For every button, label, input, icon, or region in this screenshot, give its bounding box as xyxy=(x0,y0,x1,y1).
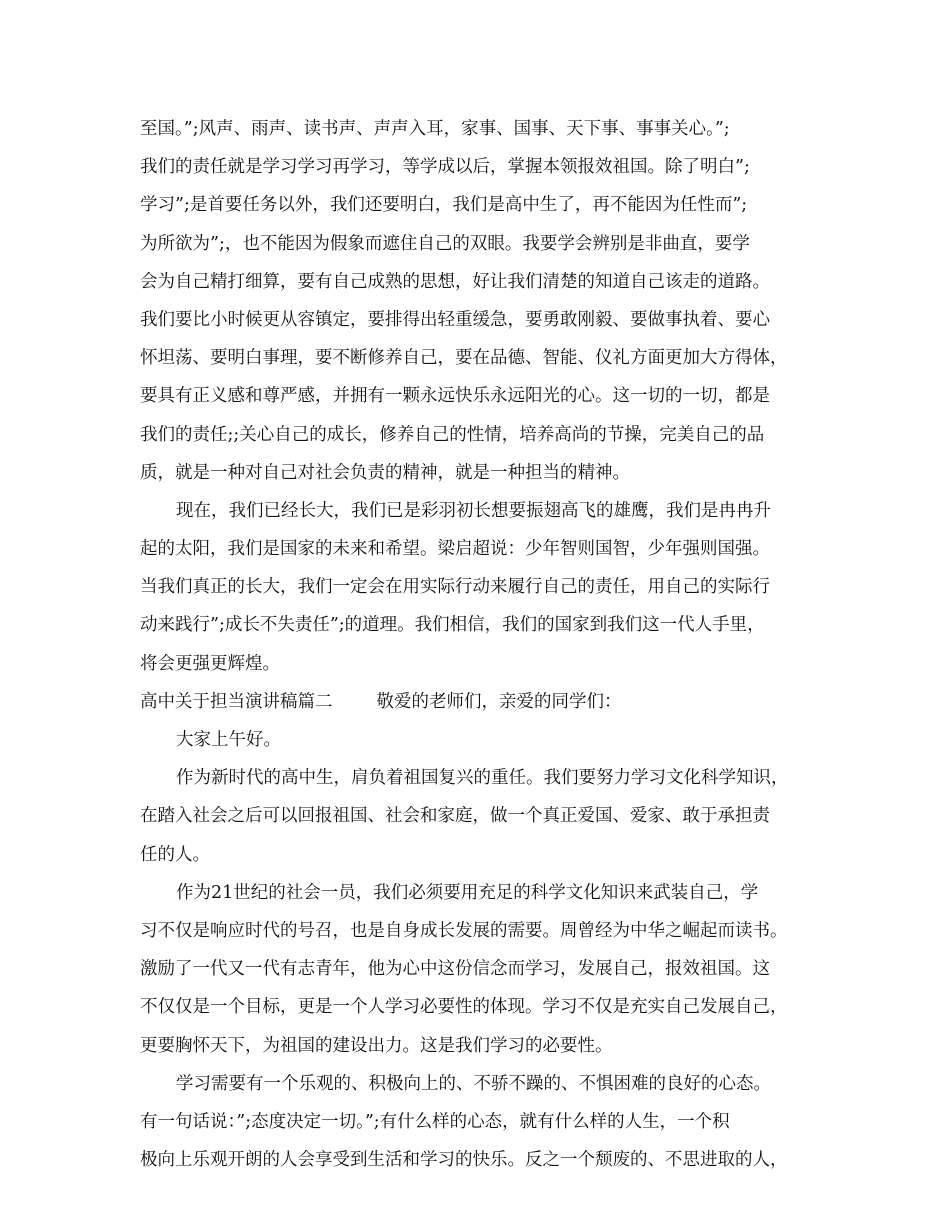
text-line: 要具有正义感和尊严感，并拥有一颗永远快乐永远阳光的心。这一切的一切，都是 xyxy=(140,386,770,407)
text-line: 质，就是一种对自己对社会负责的精神，就是一种担当的精神。 xyxy=(140,462,630,483)
salutation: 敬爱的老师们，亲爱的同学们： xyxy=(376,691,622,712)
text-line: 激励了一代又一代有志青年，他为心中这份信念而学习，发展自己，报效祖国。这 xyxy=(140,959,770,980)
text-line: 动来践行”;成长不失责任”;的道理。我们相信，我们的国家到我们这一代人手里， xyxy=(140,615,765,636)
text-line: 习不仅是响应时代的号召，也是自身成长发展的需要。周曾经为中华之崛起而读书。 xyxy=(140,920,788,941)
text-line: 起的太阳，我们是国家的未来和希望。梁启超说：少年智则国智，少年强则国强。 xyxy=(140,539,770,560)
text-line: 更要胸怀天下，为祖国的建设出力。这是我们学习的必要性。 xyxy=(140,1035,613,1056)
text-line: 怀坦荡、要明白事理，要不断修养自己，要在品德、智能、仪礼方面更加大方得体， xyxy=(140,348,788,369)
text-line: 不仅仅是一个目标，更是一个人学习必要性的体现。学习不仅是充实自己发展自己， xyxy=(140,997,788,1018)
text-line: 有一句话说：”;态度决定一切。”;有什么样的心态，就有什么样的人生，一个积 xyxy=(140,1111,730,1132)
text-line: 我们的责任就是学习学习再学习，等学成以后，掌握本领报效祖国。除了明白”; xyxy=(140,157,750,178)
paragraph-first-line: 作为新时代的高中生，肩负着祖国复兴的重任。我们要努力学习文化科学知识， xyxy=(176,768,789,789)
greeting: 大家上午好。 xyxy=(176,730,281,750)
text-line: 极向上乐观开朗的人会享受到生活和学习的快乐。反之一个颓废的、不思进取的人， xyxy=(140,1150,788,1171)
text-line: 我们的责任;;关心自己的成长，修养自己的性情，培养高尚的节操，完美自己的品 xyxy=(140,424,765,445)
text-line: 任的人。 xyxy=(140,844,210,865)
paragraph-first-line: 作为21世纪的社会一员，我们必须要用充足的科学文化知识来武装自己，学 xyxy=(176,882,759,903)
text-line: 我们要比小时候更从容镇定，要排得出轻重缓急，要勇敢刚毅、要做事执着、要心 xyxy=(140,309,770,330)
text-line: 学习”;是首要任务以外，我们还要明白，我们是高中生了，再不能因为任性而”; xyxy=(140,195,748,216)
document-body xyxy=(140,110,830,1179)
section-title: 高中关于担当演讲稿篇二 xyxy=(140,691,333,712)
paragraph-first-line: 学习需要有一个乐观的、积极向上的、不骄不躁的、不惧困难的良好的心态。 xyxy=(176,1073,771,1094)
section-heading-line xyxy=(140,683,830,721)
text-line: 当我们真正的长大，我们一定会在用实际行动来履行自己的责任，用自己的实际行 xyxy=(140,577,770,598)
text-line: 在踏入社会之后可以回报祖国、社会和家庭，做一个真正爱国、爱家、敢于承担责 xyxy=(140,806,770,827)
text-line: 将会更强更辉煌。 xyxy=(140,653,280,674)
text-line: 会为自己精打细算，要有自己成熟的思想，好让我们清楚的知道自己该走的道路。 xyxy=(140,271,770,292)
text-line: 至国。”;风声、雨声、读书声、声声入耳，家事、国事、天下事、事事关心。”; xyxy=(140,119,730,139)
text-line: 为所欲为”;，也不能因为假象而遮住自己的双眼。我要学会辨别是非曲直，要学 xyxy=(140,233,750,254)
paragraph-first-line: 现在，我们已经长大，我们已是彩羽初长想要振翅高飞的雄鹰，我们是冉冉升 xyxy=(176,500,771,521)
